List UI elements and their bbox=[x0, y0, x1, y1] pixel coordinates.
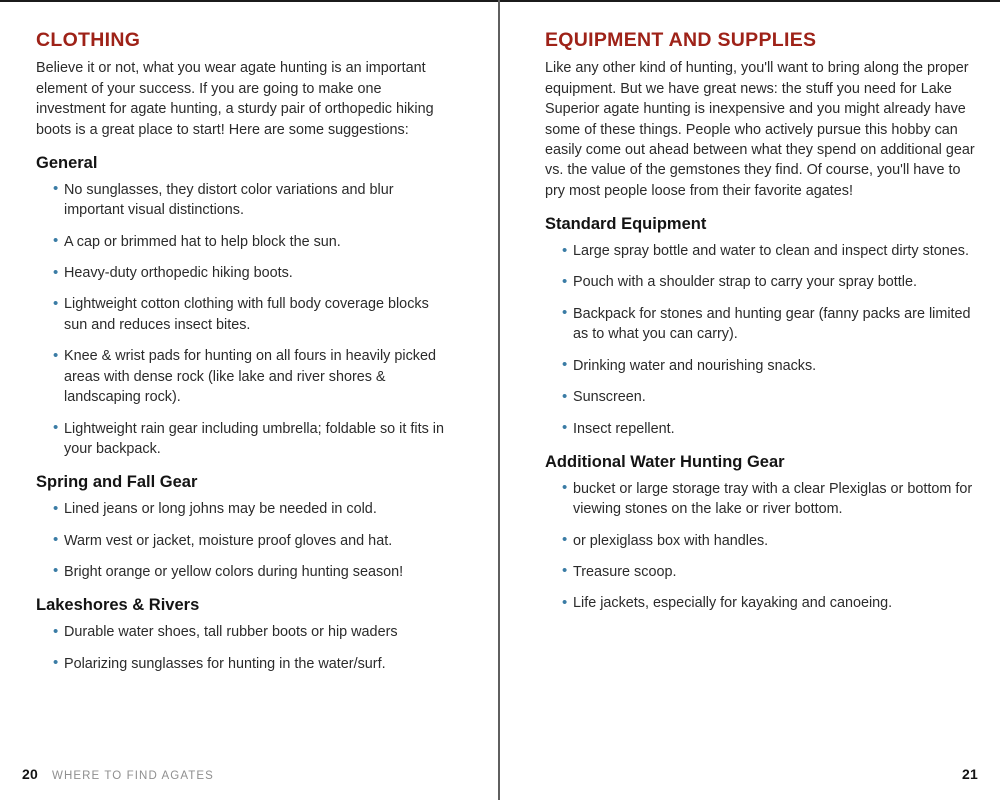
list-item: • Warm vest or jacket, moisture proof gloves and hat. bbox=[36, 531, 446, 551]
intro-paragraph: Like any other kind of hunting, you'll want to bring along the proper equipment. But we have great news: the stuff you need for Lake Superior agate hunting is inexpensive and you might already have some of these things. People who actively pursue this hobby can easily come out ahead between what they spend on additional gear vs. the value of the gemstones they find. Of course, you'll have to pry most people loose from their favorite agates! bbox=[545, 60, 975, 199]
bullet-list-general bbox=[36, 180, 446, 459]
list-item: • Heavy-duty orthopedic hiking boots. bbox=[36, 263, 446, 283]
list-item: • Backpack for stones and hunting gear (fanny packs are limited as to what you can carry). bbox=[545, 304, 975, 345]
bullet-list-spring-and-fall-gear bbox=[36, 499, 446, 582]
page-title: CLOTHING bbox=[36, 29, 141, 51]
list-item: • Knee & wrist pads for hunting on all fours in heavily picked areas with dense rock (like lake and river shores & landscaping rock). bbox=[36, 346, 446, 407]
page-number: 20 bbox=[22, 766, 38, 782]
list-item: • Treasure scoop. bbox=[545, 562, 975, 582]
list-item: • Polarizing sunglasses for hunting in the water/surf. bbox=[36, 654, 446, 674]
page-number: 21 bbox=[962, 766, 978, 782]
list-item: • or plexiglass box with handles. bbox=[545, 531, 975, 551]
list-item: • Insect repellent. bbox=[545, 419, 975, 439]
list-item: • Lightweight cotton clothing with full body coverage blocks sun and reduces insect bites. bbox=[36, 294, 446, 335]
footer-left bbox=[22, 766, 214, 782]
page-left-content bbox=[36, 30, 446, 674]
bullet-list-standard-equipment bbox=[545, 241, 975, 439]
bullet-list-lakeshores-and-rivers bbox=[36, 622, 446, 674]
list-item: • Bright orange or yellow colors during hunting season! bbox=[36, 562, 446, 582]
page-left bbox=[0, 2, 498, 800]
intro-paragraph: Believe it or not, what you wear agate hunting is an important element of your success. If you are going to make one investment for agate hunting, a sturdy pair of orthopedic hiking boots is a great place to start! Here are some suggestions: bbox=[36, 60, 434, 138]
list-item: • Lined jeans or long johns may be needed in cold. bbox=[36, 499, 446, 519]
list-item: • Life jackets, especially for kayaking and canoeing. bbox=[545, 593, 975, 613]
list-item: • No sunglasses, they distort color variations and blur important visual distinctions. bbox=[36, 180, 446, 221]
subheading-standard-equipment: Standard Equipment bbox=[545, 215, 707, 234]
list-item: • Large spray bottle and water to clean and inspect dirty stones. bbox=[545, 241, 975, 261]
footer-right bbox=[962, 766, 978, 782]
bullet-list-additional-water-hunting-gear bbox=[545, 479, 975, 614]
page-right-content bbox=[545, 30, 975, 614]
running-head: WHERE TO FIND AGATES bbox=[51, 770, 214, 782]
list-item: • Lightweight rain gear including umbrella; foldable so it fits in your backpack. bbox=[36, 419, 446, 460]
subheading-additional-water-hunting-gear: Additional Water Hunting Gear bbox=[545, 452, 785, 471]
list-item: • Sunscreen. bbox=[545, 387, 975, 407]
subheading-spring-and-fall-gear: Spring and Fall Gear bbox=[36, 473, 198, 492]
list-item: • bucket or large storage tray with a clear Plexiglas or bottom for viewing stones on the lake or river bottom. bbox=[545, 479, 975, 520]
list-item: • A cap or brimmed hat to help block the sun. bbox=[36, 232, 446, 252]
page-title: EQUIPMENT AND SUPPLIES bbox=[545, 29, 817, 51]
list-item: • Pouch with a shoulder strap to carry your spray bottle. bbox=[545, 272, 975, 292]
list-item: • Durable water shoes, tall rubber boots or hip waders bbox=[36, 622, 446, 642]
page-right bbox=[500, 2, 1000, 800]
list-item: • Drinking water and nourishing snacks. bbox=[545, 356, 975, 376]
subheading-lakeshores-and-rivers: Lakeshores & Rivers bbox=[36, 596, 200, 615]
subheading-general: General bbox=[36, 154, 98, 173]
